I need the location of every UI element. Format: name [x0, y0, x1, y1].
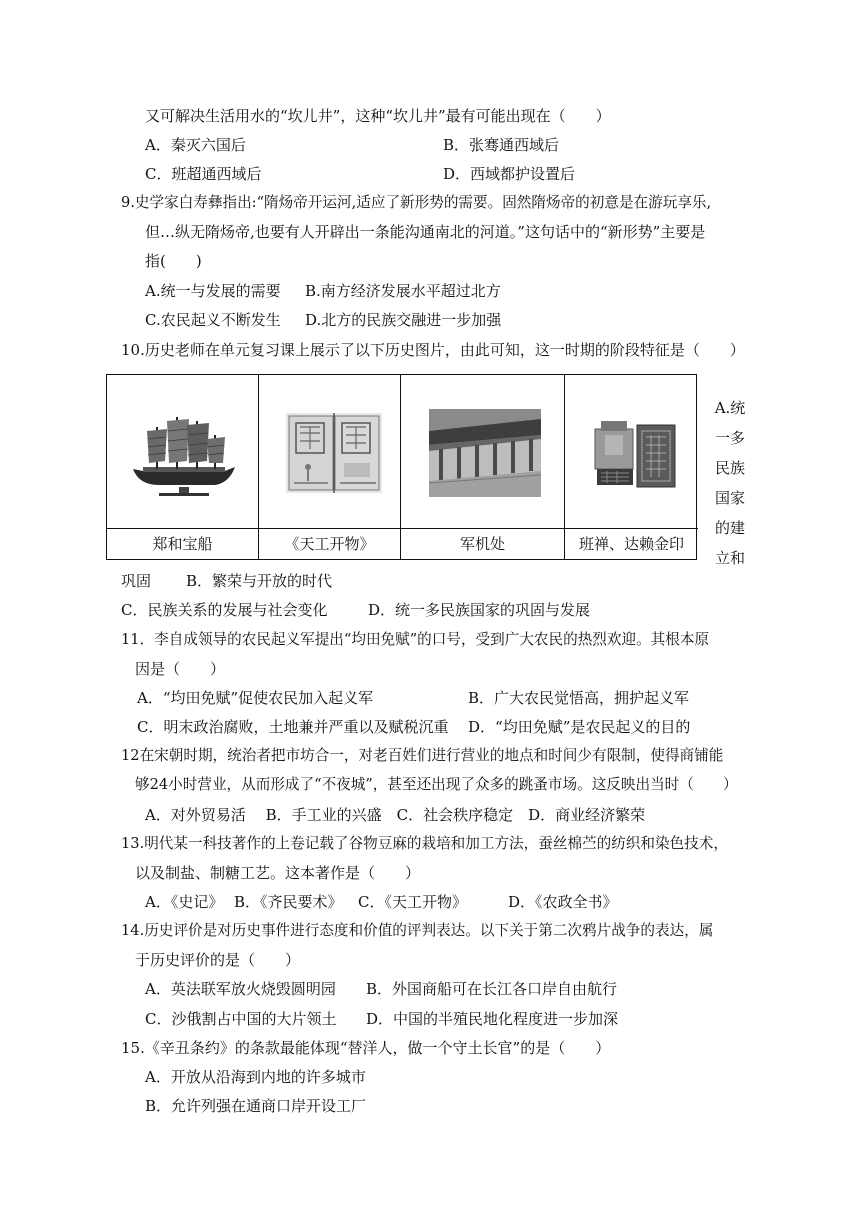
- q14-stem-line2: 于历史评价的是（ ）: [135, 951, 301, 969]
- q9-option-c: C.农民起义不断发生: [145, 311, 281, 329]
- q8-option-b: B．张骞通西域后: [443, 136, 560, 154]
- q15-option-a: A．开放从沿海到内地的许多城市: [145, 1068, 366, 1086]
- q10-stem: 10.历史老师在单元复习课上展示了以下历史图片，由此可知，这一时期的阶段特征是（ ）: [121, 341, 745, 359]
- q10-option-b: B．繁荣与开放的时代: [186, 572, 333, 590]
- q12-stem-line2: 够24小时营业，从而形成了“不夜城”，甚至还出现了众多的跳蚤市场。这反映出当时（ ）: [135, 776, 738, 793]
- q10-side-char: 的建: [714, 519, 745, 537]
- q10-caption-seals: 班禅、达赖金印: [565, 528, 698, 559]
- q9-stem-line2: 但…纵无隋炀帝,也要有人开辟出一条能沟通南北的河道。”这句话中的“新形势”主要是: [145, 223, 706, 241]
- q10-caption-ship: 郑和宝船: [107, 528, 258, 559]
- q8-option-a: A．秦灭六国后: [145, 136, 246, 154]
- q13-option-b: B．《齐民要术》: [234, 893, 343, 911]
- q11-option-a: A．“均田免赋”促使农民加入起义军: [137, 689, 374, 707]
- q10-cell-book: [259, 375, 401, 559]
- q8-option-d: D．西域都护设置后: [443, 165, 576, 183]
- q13-option-a: A．《史记》: [145, 893, 224, 911]
- q10-option-d: D．统一多民族国家的巩固与发展: [368, 601, 591, 619]
- q10-option-a-vertical: [712, 393, 748, 573]
- q9-option-b: B.南方经济发展水平超过北方: [305, 282, 501, 300]
- q8-stem-tail: 又可解决生活用水的“坎儿井”，这种“坎儿井”最有可能出现在（ ）: [145, 107, 611, 125]
- q10-cell-council: [401, 375, 565, 559]
- q10-cell-ship: [107, 375, 259, 559]
- q13-option-d: D．《农政全书》: [508, 893, 618, 911]
- q10-side-char: A.统: [714, 399, 746, 417]
- q11-option-c: C．明末政治腐败，土地兼并严重以及赋税沉重: [137, 718, 449, 736]
- q13-option-c: C．《天工开物》: [358, 893, 467, 911]
- q11-option-d: D．“均田免赋”是农民起义的目的: [468, 718, 691, 736]
- q11-stem-line1: 11．李自成领导的农民起义军提出“均田免赋”的口号，受到广大农民的热烈欢迎。其根本原: [121, 631, 710, 648]
- q12-stem-line1: 12在宋朝时期，统治者把市坊合一，对老百姓们进行营业的地点和时间少有限制，使得商铺能: [121, 747, 724, 764]
- q14-option-b: B．外国商船可在长江各口岸自由航行: [366, 980, 618, 998]
- q14-option-a: A．英法联军放火烧毁圆明园: [145, 980, 336, 998]
- q14-stem-line1: 14.历史评价是对历史事件进行态度和价值的评判表达。以下关于第二次鸦片战争的表达，属: [121, 922, 714, 939]
- q11-stem-line2: 因是（ ）: [135, 660, 226, 678]
- q10-side-char: 立和: [714, 549, 745, 567]
- q14-option-d: D．中国的半殖民地化程度进一步加深: [366, 1010, 619, 1028]
- q10-side-char: 民族: [714, 459, 745, 477]
- grand-council-building-image: [429, 409, 541, 497]
- q10-side-char: 一多: [714, 429, 745, 447]
- q10-image-table: [106, 374, 697, 560]
- q10-caption-book: 《天工开物》: [259, 528, 400, 559]
- q10-cell-seals: [565, 375, 698, 559]
- q15-option-b: B．允许列强在通商口岸开设工厂: [145, 1097, 367, 1115]
- q10-side-char: 国家: [714, 489, 745, 507]
- q10-option-a-cont: 巩固: [121, 572, 152, 590]
- q13-stem-line2: 以及制盐、制糖工艺。这本著作是（ ）: [135, 864, 421, 882]
- golden-seals-image: [587, 419, 679, 493]
- treasure-ship-image: [129, 411, 239, 497]
- q11-option-b: B．广大农民觉悟高，拥护起义军: [468, 689, 690, 707]
- q9-stem-line3: 指( ): [145, 252, 202, 270]
- q14-option-c: C．沙俄割占中国的大片领土: [145, 1010, 337, 1028]
- q10-option-c: C．民族关系的发展与社会变化: [121, 601, 328, 619]
- q9-stem-line1: 9.史学家白寿彝指出:“隋炀帝开运河,适应了新形势的需要。固然隋炀帝的初意是在游玩享乐,: [121, 194, 712, 211]
- q8-option-c: C．班超通西域后: [145, 165, 262, 183]
- q15-stem: 15.《辛丑条约》的条款最能体现“替洋人，做一个守土长官”的是（ ）: [121, 1039, 611, 1057]
- q12-options: A．对外贸易活 B．手工业的兴盛 C．社会秩序稳定 D．商业经济繁荣: [145, 806, 646, 824]
- tiangong-kaiwu-book-image: [286, 413, 382, 493]
- q10-caption-council: 军机处: [401, 528, 564, 559]
- q9-option-d: D.北方的民族交融进一步加强: [305, 311, 502, 329]
- q13-stem-line1: 13.明代某一科技著作的上卷记载了谷物豆麻的栽培和加工方法，蚕丝棉苎的纺织和染色技术，: [121, 835, 728, 852]
- q9-option-a: A.统一与发展的需要: [145, 282, 281, 300]
